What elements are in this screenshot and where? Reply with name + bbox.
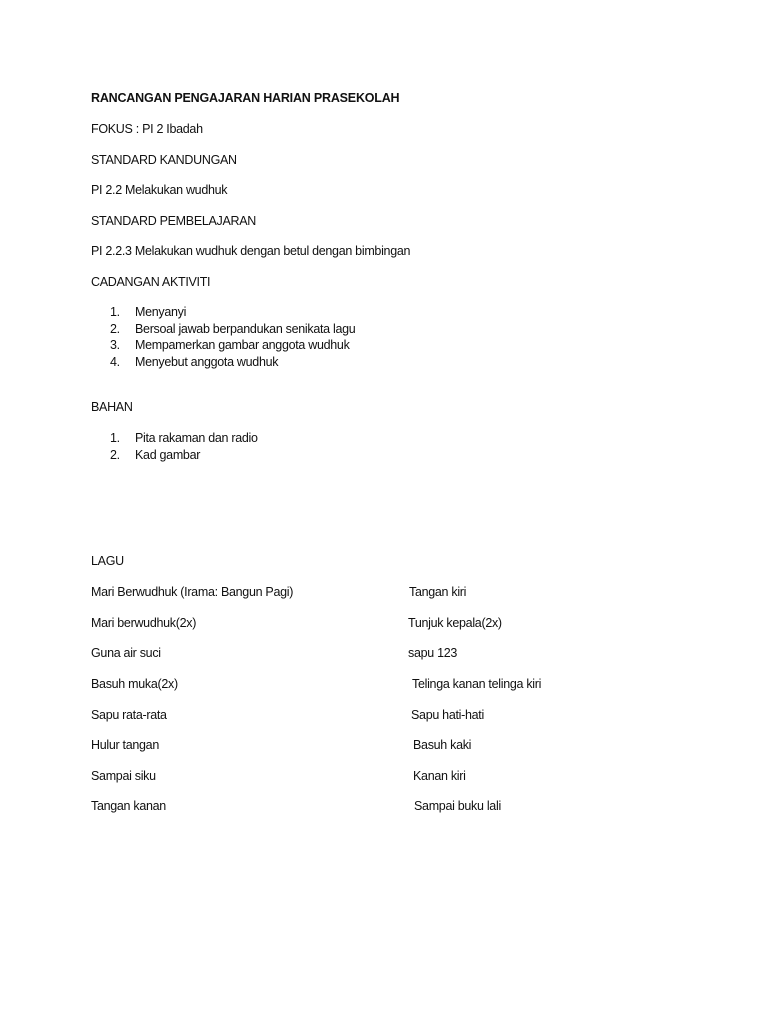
list-item-number: 4. [110,354,120,369]
list-item [110,447,258,464]
list-item-number: 2. [110,321,120,336]
list-item-number: 1. [110,431,120,445]
lyric-left-line: Mari Berwudhuk (Irama: Bangun Pagi) [91,585,294,599]
lyric-left-line: Basuh muka(2x) [91,677,178,691]
list-item [110,354,355,371]
lyric-right-line: Tangan kiri [409,585,467,599]
bahan-heading: BAHAN [91,400,133,414]
list-item-number: 2. [110,447,120,462]
lagu-heading: LAGU [91,554,124,568]
lyric-left-line: Sampai siku [91,769,156,783]
fokus-line: FOKUS : PI 2 Ibadah [91,122,203,136]
list-item [110,430,258,447]
lyric-left-line: Guna air suci [91,646,161,660]
lyric-right-line: Sapu hati-hati [411,708,484,722]
cadangan-aktiviti-heading: CADANGAN AKTIVITI [91,275,211,289]
document-title: RANCANGAN PENGAJARAN HARIAN PRASEKOLAH [91,91,400,105]
lyric-right-line: sapu 123 [408,646,458,660]
lyric-left-line: Sapu rata-rata [91,708,167,722]
lyric-left-line: Tangan kanan [91,799,166,813]
lyric-left-line: Mari berwudhuk(2x) [91,616,197,630]
list-item-text: Menyebut anggota wudhuk [135,354,279,369]
list-item [110,304,355,321]
list-item [110,321,355,338]
list-item-text: Bersoal jawab berpandukan senikata lagu [135,321,356,336]
lyric-right-line: Tunjuk kepala(2x) [408,616,502,630]
lyric-right-line: Telinga kanan telinga kiri [412,677,542,691]
standard-pembelajaran-heading: STANDARD PEMBELAJARAN [91,214,257,228]
list-item-number: 3. [110,338,120,352]
lyric-right-line: Kanan kiri [413,769,466,783]
list-item-text: Menyanyi [135,305,187,319]
standard-kandungan-heading: STANDARD KANDUNGAN [91,153,237,167]
list-item-number: 1. [110,305,120,319]
list-item-text: Kad gambar [135,447,201,462]
lyric-right-line: Sampai buku lali [414,799,501,813]
bahan-list [110,430,258,463]
aktiviti-list [110,304,355,370]
list-item-text: Mempamerkan gambar anggota wudhuk [135,338,350,352]
standard-kandungan-value: PI 2.2 Melakukan wudhuk [91,183,228,197]
list-item-text: Pita rakaman dan radio [135,431,258,445]
list-item [110,337,355,354]
lyric-left-line: Hulur tangan [91,738,159,752]
lyric-right-line: Basuh kaki [413,738,472,752]
standard-pembelajaran-value: PI 2.2.3 Melakukan wudhuk dengan betul dengan bimbingan [91,244,411,258]
